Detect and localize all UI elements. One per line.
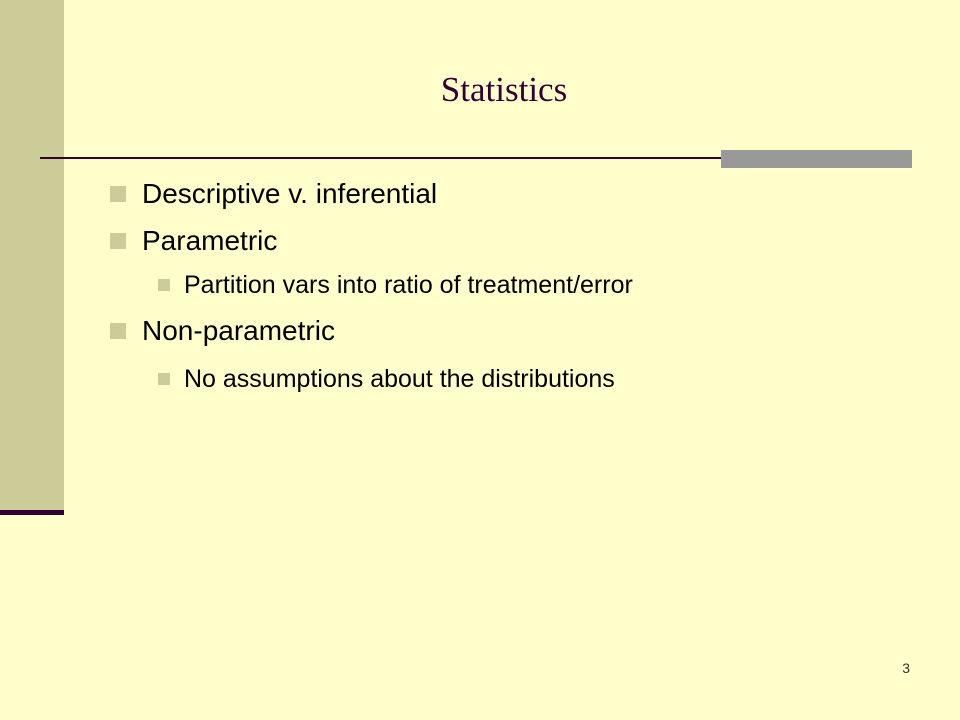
bullet-item (110, 224, 277, 258)
bullet-item (110, 177, 437, 211)
bullet-text: Parametric (142, 225, 278, 256)
sub-bullet-text: Partition vars into ratio of treatment/error (184, 270, 633, 299)
sub-bullet-item (158, 270, 633, 300)
page-number: 3 (902, 660, 910, 676)
bullet-item (110, 314, 335, 348)
slide-title: Statistics (440, 70, 568, 109)
bullet-text: Descriptive v. inferential (142, 178, 438, 209)
square-bullet-icon (110, 233, 126, 249)
sub-bullet-item (158, 364, 615, 394)
sub-bullet-text: No assumptions about the distributions (184, 364, 615, 393)
square-bullet-icon (158, 373, 170, 385)
square-bullet-icon (110, 323, 126, 339)
bullet-text: Non-parametric (142, 315, 335, 346)
square-bullet-icon (110, 186, 126, 202)
square-bullet-icon (158, 279, 170, 291)
